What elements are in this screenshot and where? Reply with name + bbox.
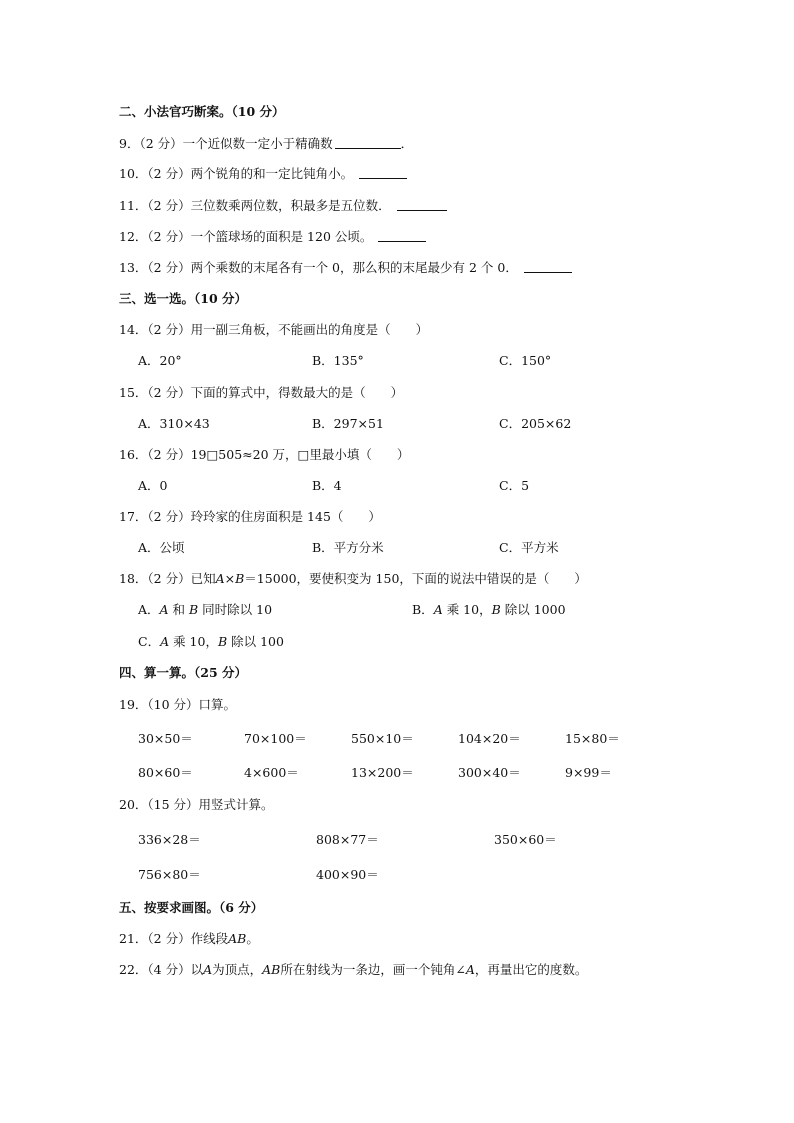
question-13 xyxy=(119,260,572,276)
answer-blank[interactable] xyxy=(359,166,407,179)
variable-a: A xyxy=(160,634,170,649)
option-c[interactable]: C．150° xyxy=(499,353,552,368)
option-a[interactable]: A．公顷 xyxy=(138,540,185,555)
question-19: 19．（10 分）口算。 xyxy=(119,697,237,712)
variable-b: B xyxy=(217,634,228,649)
oral-calc-item: 9×99＝ xyxy=(565,765,612,780)
variable-a: A xyxy=(465,962,475,977)
option-letter: C． xyxy=(138,634,161,649)
section-4-title: 四、算一算。（25 分） xyxy=(119,665,247,680)
section-3-title: 三、选一选。（10 分） xyxy=(119,291,247,306)
vertical-calc-item: 336×28＝ xyxy=(138,832,201,847)
question-21-prefix: 21．（2 分）作线段 xyxy=(119,931,229,946)
question-9-text: 9．（2 分）一个近似数一定小于精确数 xyxy=(119,136,333,151)
option-text: 除以 100 xyxy=(227,634,284,649)
variable-a: A xyxy=(159,602,169,617)
option-b[interactable] xyxy=(412,602,566,618)
oral-calc-item: 104×20＝ xyxy=(458,731,521,746)
answer-blank[interactable] xyxy=(335,136,401,149)
section-5-title: 五、按要求画图。（6 分） xyxy=(119,900,264,915)
option-b[interactable]: B．平方分米 xyxy=(312,540,384,555)
oral-calc-item: 550×10＝ xyxy=(351,731,414,746)
question-17: 17．（2 分）玲玲家的住房面积是 145（ ） xyxy=(119,509,381,524)
question-16: 16．（2 分）19□505≈20 万，□里最小填（ ） xyxy=(119,447,410,462)
option-a[interactable]: A．20° xyxy=(138,353,182,368)
question-14: 14．（2 分）用一副三角板，不能画出的角度是（ ） xyxy=(119,322,429,337)
option-text: 乘 10， xyxy=(442,602,492,617)
question-18 xyxy=(119,571,587,587)
option-letter: A． xyxy=(138,602,160,617)
question-10 xyxy=(119,166,407,182)
question-11-text: 11．（2 分）三位数乘两位数，积最多是五位数． xyxy=(119,198,391,213)
option-a[interactable]: A．0 xyxy=(138,478,168,493)
question-21-suffix: 。 xyxy=(246,931,259,946)
times-sign: × xyxy=(224,571,236,586)
oral-calc-item: 15×80＝ xyxy=(565,731,620,746)
option-c[interactable]: C．平方米 xyxy=(499,540,559,555)
option-c[interactable]: C．205×62 xyxy=(499,416,572,431)
option-a[interactable]: A．310×43 xyxy=(138,416,210,431)
question-12-text: 12．（2 分）一个篮球场的面积是 120 公顷。 xyxy=(119,229,373,244)
question-18-prefix: 18．（2 分）已知 xyxy=(119,571,216,586)
answer-blank[interactable] xyxy=(378,229,426,242)
question-11 xyxy=(119,198,447,214)
question-22 xyxy=(119,962,587,978)
oral-calc-item: 4×600＝ xyxy=(244,765,299,780)
option-c[interactable]: C．5 xyxy=(499,478,530,493)
variable-b: B xyxy=(235,571,245,586)
oral-calc-item: 70×100＝ xyxy=(244,731,307,746)
question-18-suffix: ＝15000，要使积变为 150，下面的说法中错误的是（ ） xyxy=(244,571,587,586)
question-22-prefix: 22．（4 分）以 xyxy=(119,962,204,977)
answer-blank[interactable] xyxy=(397,198,447,211)
variable-b: B xyxy=(491,602,501,617)
vertical-calc-item: 400×90＝ xyxy=(316,867,379,882)
variable-a: A xyxy=(215,571,225,586)
question-20: 20．（15 分）用竖式计算。 xyxy=(119,797,274,812)
oral-calc-item: 13×200＝ xyxy=(351,765,414,780)
segment-ab: AB xyxy=(228,931,247,946)
oral-calc-item: 80×60＝ xyxy=(138,765,193,780)
question-22-suffix: ，再量出它的度数。 xyxy=(474,962,588,977)
question-9-tail: ． xyxy=(400,136,414,151)
question-22-text: 所在射线为一条边，画一个钝角∠ xyxy=(280,962,466,977)
option-b[interactable]: B．135° xyxy=(312,353,364,368)
answer-blank[interactable] xyxy=(524,260,572,273)
question-13-text: 13．（2 分）两个乘数的末尾各有一个 0，那么积的末尾最少有 2 个 0． xyxy=(119,260,518,275)
option-b[interactable]: B．4 xyxy=(312,478,342,493)
option-letter: B． xyxy=(412,602,434,617)
question-15: 15．（2 分）下面的算式中，得数最大的是（ ） xyxy=(119,385,404,400)
option-text: 乘 10， xyxy=(169,634,218,649)
oral-calc-item: 30×50＝ xyxy=(138,731,193,746)
option-text: 除以 1000 xyxy=(500,602,566,617)
vertical-calc-item: 350×60＝ xyxy=(494,832,557,847)
option-c[interactable] xyxy=(138,634,284,650)
option-text: 和 xyxy=(168,602,190,617)
variable-a: A xyxy=(433,602,443,617)
vertical-calc-item: 756×80＝ xyxy=(138,867,201,882)
question-12 xyxy=(119,229,426,245)
oral-calc-item: 300×40＝ xyxy=(458,765,521,780)
question-10-text: 10．（2 分）两个锐角的和一定比钝角小。 xyxy=(119,166,354,181)
vertical-calc-item: 808×77＝ xyxy=(316,832,379,847)
question-21 xyxy=(119,931,259,947)
option-b[interactable]: B．297×51 xyxy=(312,416,384,431)
option-text: 同时除以 10 xyxy=(198,602,273,617)
question-9 xyxy=(119,136,413,152)
variable-b: B xyxy=(189,602,199,617)
variable-a: A xyxy=(203,962,213,977)
question-22-text: 为顶点， xyxy=(212,962,263,977)
option-a[interactable] xyxy=(138,602,272,618)
section-2-title: 二、小法官巧断案。（10 分） xyxy=(119,104,285,119)
segment-ab: AB xyxy=(262,962,281,977)
